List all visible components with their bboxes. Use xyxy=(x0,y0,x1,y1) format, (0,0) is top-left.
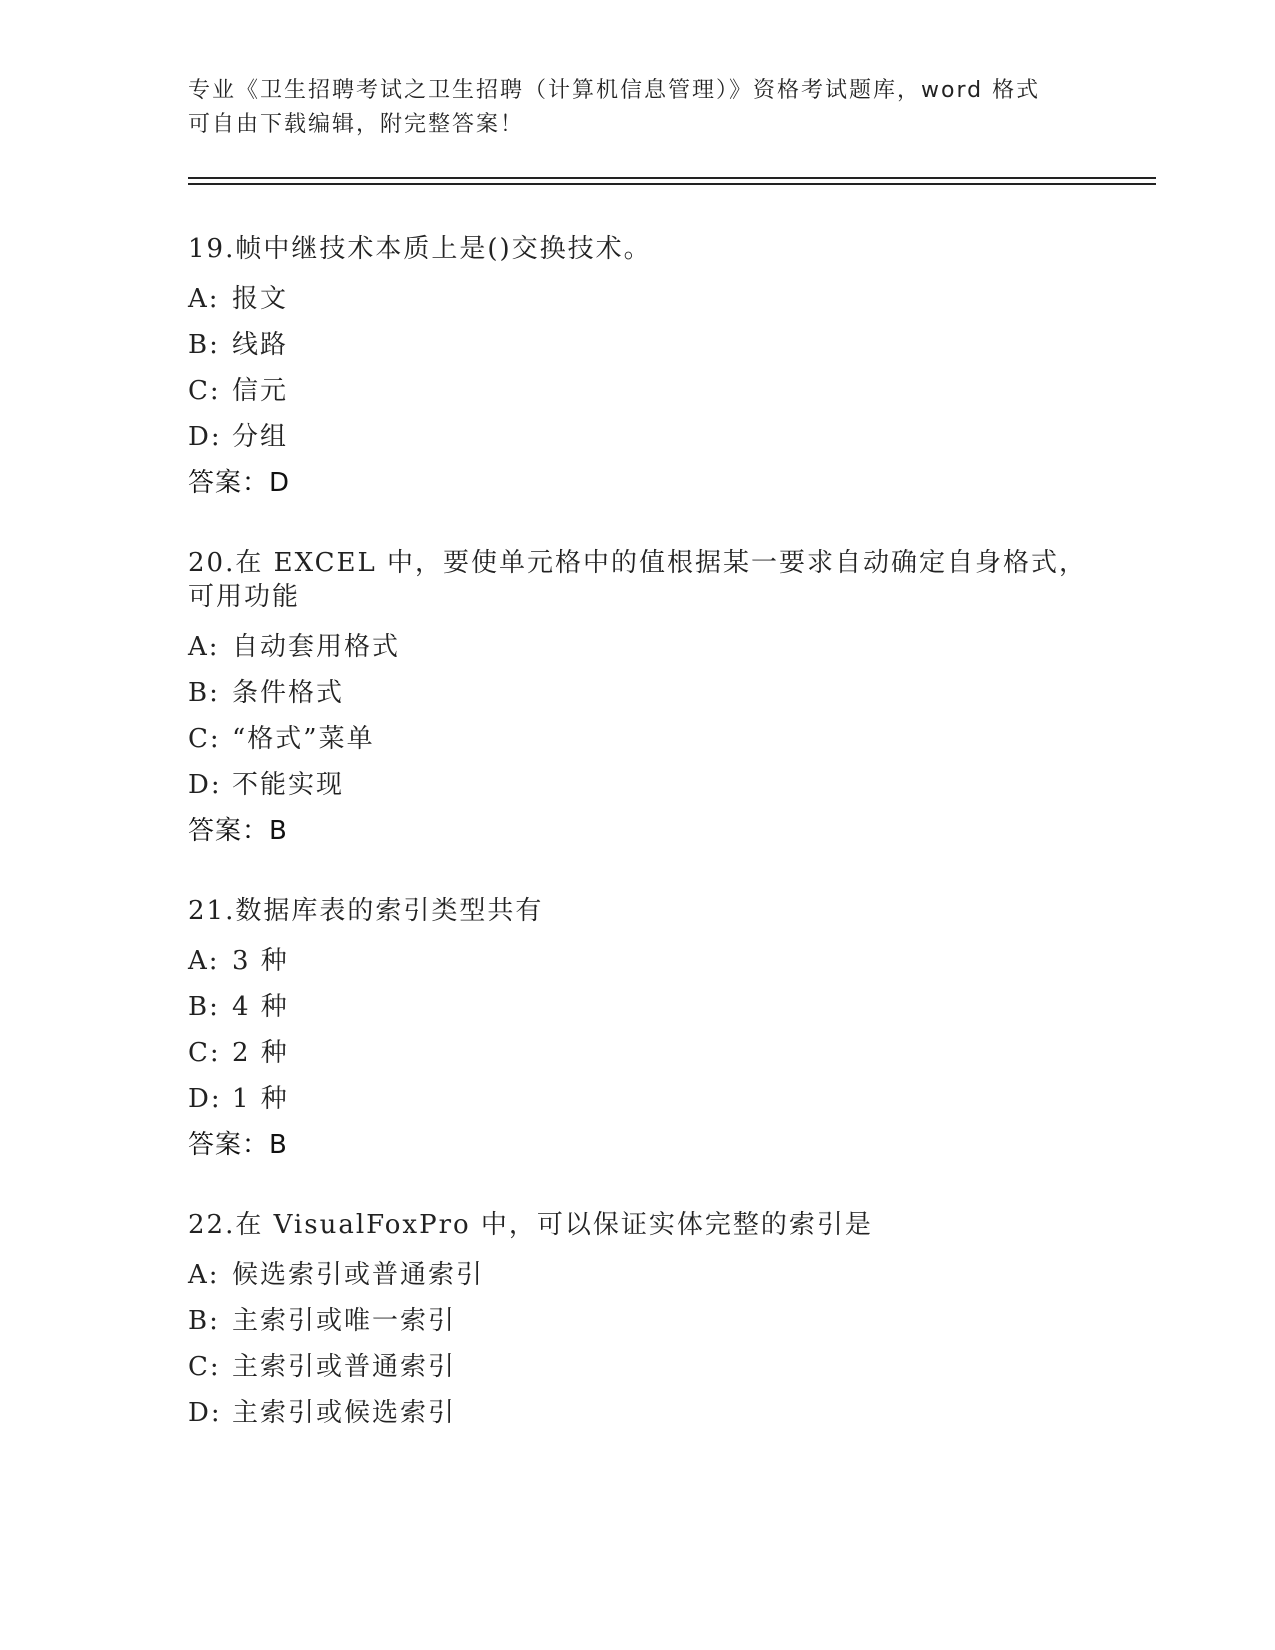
question-22 xyxy=(188,1208,1088,1436)
question-stem: 20.在 EXCEL 中，要使单元格中的值根据某一要求自动确定自身格式，可用功能 xyxy=(188,548,1088,612)
option-key: B: xyxy=(188,992,220,1022)
option-key: A: xyxy=(188,632,220,662)
option-text: 分组 xyxy=(232,422,289,452)
option-d xyxy=(188,414,1088,460)
document-header xyxy=(188,74,1088,142)
answer-line: 答案：B xyxy=(188,1130,288,1160)
option-text: 3 种 xyxy=(232,946,289,976)
header-divider-top xyxy=(188,177,1156,179)
option-key: B: xyxy=(188,678,220,708)
option-key: C: xyxy=(188,1352,221,1382)
option-d xyxy=(188,1076,1088,1122)
header-line-1: 专业《卫生招聘考试之卫生招聘（计算机信息管理）》资格考试题库，word 格式 xyxy=(188,78,1041,103)
option-d xyxy=(188,762,1088,808)
option-c xyxy=(188,716,1088,762)
header-line-2: 可自由下载编辑，附完整答案！ xyxy=(188,112,525,137)
option-key: D: xyxy=(188,1084,222,1114)
option-b xyxy=(188,322,1088,368)
question-20 xyxy=(188,546,1088,854)
question-19 xyxy=(188,232,1088,506)
question-stem: 19.帧中继技术本质上是()交换技术。 xyxy=(188,234,652,264)
option-text: 主索引或唯一索引 xyxy=(232,1306,457,1336)
option-text: 信元 xyxy=(232,376,289,406)
option-text: 自动套用格式 xyxy=(232,632,401,662)
option-b xyxy=(188,1298,1088,1344)
option-text: 线路 xyxy=(232,330,289,360)
option-key: D: xyxy=(188,422,222,452)
option-c xyxy=(188,1344,1088,1390)
option-key: B: xyxy=(188,330,220,360)
option-key: A: xyxy=(188,284,220,314)
option-a xyxy=(188,938,1088,984)
option-text: “格式”菜单 xyxy=(232,724,375,754)
option-b xyxy=(188,670,1088,716)
option-c xyxy=(188,1030,1088,1076)
question-stem: 21.数据库表的索引类型共有 xyxy=(188,896,544,926)
answer-line: 答案：D xyxy=(188,468,291,498)
question-list xyxy=(188,232,1088,1476)
option-key: D: xyxy=(188,1398,222,1428)
option-c xyxy=(188,368,1088,414)
option-key: A: xyxy=(188,1260,220,1290)
option-key: D: xyxy=(188,770,222,800)
option-text: 4 种 xyxy=(232,992,289,1022)
option-text: 不能实现 xyxy=(232,770,345,800)
option-a xyxy=(188,276,1088,322)
option-a xyxy=(188,624,1088,670)
option-key: A: xyxy=(188,946,220,976)
option-key: C: xyxy=(188,376,221,406)
answer-line: 答案：B xyxy=(188,816,288,846)
header-divider-bottom xyxy=(188,183,1156,185)
option-a xyxy=(188,1252,1088,1298)
question-stem: 22.在 VisualFoxPro 中，可以保证实体完整的索引是 xyxy=(188,1210,873,1240)
question-21 xyxy=(188,894,1088,1168)
option-key: B: xyxy=(188,1306,220,1336)
option-d xyxy=(188,1390,1088,1436)
option-key: C: xyxy=(188,1038,221,1068)
option-text: 候选索引或普通索引 xyxy=(232,1260,485,1290)
option-key: C: xyxy=(188,724,221,754)
option-text: 2 种 xyxy=(232,1038,289,1068)
option-b xyxy=(188,984,1088,1030)
option-text: 1 种 xyxy=(232,1084,289,1114)
option-text: 条件格式 xyxy=(232,678,345,708)
option-text: 报文 xyxy=(232,284,289,314)
option-text: 主索引或普通索引 xyxy=(232,1352,457,1382)
option-text: 主索引或候选索引 xyxy=(232,1398,457,1428)
